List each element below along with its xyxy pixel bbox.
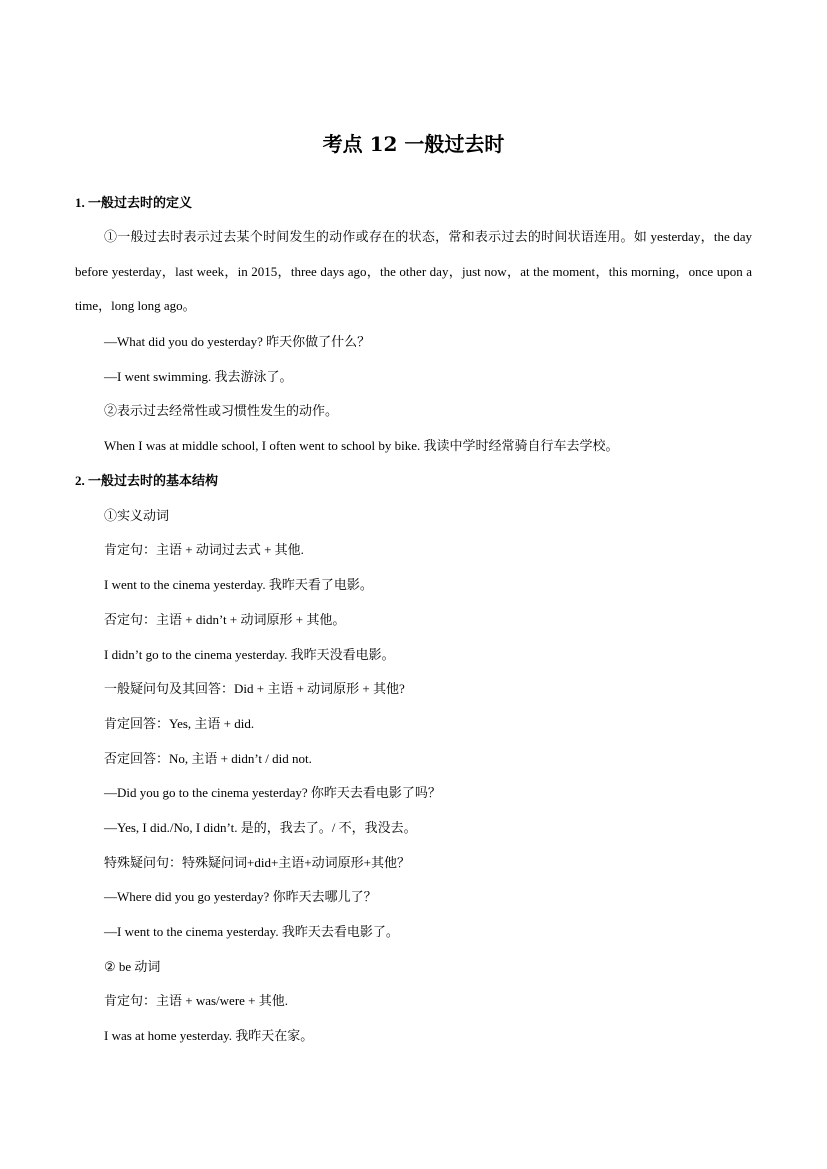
structure-line: 否定句：主语 + didn’t + 动词原形 + 其他。 xyxy=(104,612,346,627)
structure-line: 一般疑问句及其回答：Did + 主语 + 动词原形 + 其他? xyxy=(104,681,405,696)
structure-line: —I went to the cinema yesterday. 我昨天去看电影了。 xyxy=(104,924,399,939)
habitual-example: When I was at middle school, I often went to school by bike. 我读中学时经常骑自行车去学校。 xyxy=(104,438,619,453)
section-heading-structure: 2. 一般过去时的基本结构 xyxy=(75,473,219,488)
structure-line: 肯定句：主语 + was/were + 其他. xyxy=(104,993,288,1008)
structure-line: 肯定句：主语 + 动词过去式 + 其他. xyxy=(104,542,304,557)
structure-line: 否定回答：No, 主语 + didn’t / did not. xyxy=(104,751,312,766)
structure-line: I was at home yesterday. 我昨天在家。 xyxy=(104,1028,314,1043)
definition-paragraph: ①一般过去时表示过去某个时间发生的动作或存在的状态，常和表示过去的时间状语连用。如 yesterday，the day before yesterday，last week，in 2015，three days ago，the other day，just now，at the moment，this morning，once upon a time，long long ago。 xyxy=(75,229,752,314)
example-answer: —I went swimming. 我去游泳了。 xyxy=(104,369,293,384)
structure-line: —Yes, I did./No, I didn’t. 是的，我去了。/ 不，我没去。 xyxy=(104,820,417,835)
structure-line: I went to the cinema yesterday. 我昨天看了电影。 xyxy=(104,577,373,592)
structure-line: ② be 动词 xyxy=(104,959,161,974)
structure-line: ①实义动词 xyxy=(104,508,170,523)
page-title: 考点 12 一般过去时 xyxy=(322,132,505,156)
structure-line: I didn’t go to the cinema yesterday. 我昨天没看电影。 xyxy=(104,647,395,662)
habitual-point: ②表示过去经常性或习惯性发生的动作。 xyxy=(104,403,339,418)
structure-line: 肯定回答：Yes, 主语 + did. xyxy=(104,716,255,731)
structure-line: —Where did you go yesterday? 你昨天去哪儿了？ xyxy=(104,889,377,904)
structure-line: —Did you go to the cinema yesterday? 你昨天去看电影了吗？ xyxy=(104,785,441,800)
structure-line: 特殊疑问句：特殊疑问词+did+主语+动词原形+其他？ xyxy=(104,855,410,870)
section-heading-definition: 1. 一般过去时的定义 xyxy=(75,195,193,210)
example-question: —What did you do yesterday? 昨天你做了什么？ xyxy=(104,334,371,349)
